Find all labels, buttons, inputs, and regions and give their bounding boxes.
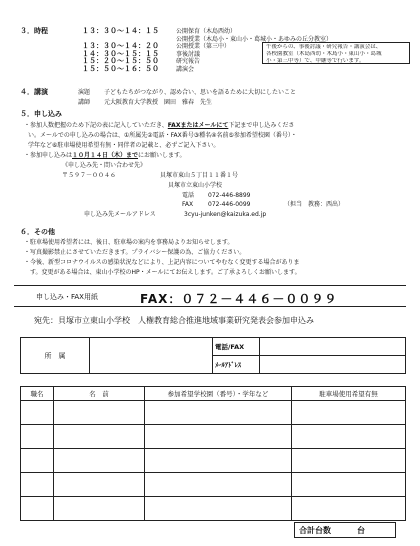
participant-cell[interactable] [54, 401, 145, 425]
lecturer-label: 講師 [78, 99, 91, 106]
lecture-title-label: 演題 [78, 89, 91, 96]
participant-cell[interactable] [54, 449, 145, 473]
fax-form-number: FAX：０７２－４４６－００９９ [140, 292, 338, 306]
participant-cell[interactable] [145, 425, 292, 449]
affiliation-table [20, 337, 406, 374]
other-item: ・駐車場使用希望者には、後日、駐車場の案内を事務局よりお知らせします。 [24, 239, 234, 246]
fax-label: FAX [182, 201, 194, 208]
form-address-line: 宛先：貝塚市立東山小学校 人権教育総合推進地域事業研究発表会参加申込み [34, 316, 314, 325]
other-item: す。変更がある場合は、東山小学校のHP・メールにてお伝えします。ご了承よろしくお願いします。 [30, 269, 301, 276]
apply-line-1: ・参加人数把握のため下記の表に記入していただき、FAXまたはメールにて下記まで申し込みくださ [24, 122, 295, 129]
column-header: 参加希望学校園（番号）・学年など [145, 387, 292, 401]
participant-cell[interactable] [21, 401, 54, 425]
participant-cell[interactable] [21, 425, 54, 449]
column-header: 名 前 [54, 387, 145, 401]
participant-cell[interactable] [54, 425, 145, 449]
participant-cell[interactable] [292, 401, 406, 425]
affiliation-input[interactable] [90, 338, 213, 374]
school-name: 貝塚市立東山小学校 [168, 182, 223, 189]
table-row [21, 425, 406, 449]
participant-cell[interactable] [21, 473, 54, 497]
schedule-time: １５：２０～１５：５０ [82, 57, 159, 65]
participants-table [20, 386, 406, 521]
schedule-time: １４：３０～１５：１５ [82, 50, 159, 58]
divider [14, 285, 406, 286]
participant-cell[interactable] [292, 449, 406, 473]
schedule-note [262, 42, 410, 64]
mail-label: 申し込み先メールアドレス [84, 211, 156, 218]
mail-address-label: ﾒｰﾙｱﾄﾞﾚｽ [213, 356, 260, 374]
apply-deadline: ・参加申し込みは１０月１４日（木）までにお願いします。 [24, 152, 186, 159]
section-4-heading: ４．講演 [20, 88, 48, 96]
staff: （担当 教務：西出） [284, 201, 345, 208]
note-line: 午後からの、事後討議・研究報告・講演会は、 [266, 44, 382, 50]
table-row [21, 497, 406, 521]
note-line: 各校園教室（木島西幼・木島小・東山小・葛城 [266, 50, 382, 57]
section-5-heading: ５．申し込み [20, 110, 62, 118]
fax-number: 072-446-0099 [208, 201, 251, 208]
affiliation-label: 所 属 [21, 338, 90, 374]
tel-label: 電話 [182, 192, 195, 199]
participant-cell[interactable] [54, 497, 145, 521]
total-unit: 台 [357, 525, 365, 535]
apply-line-2: い。メールでの申し込みの場合は、①所属先②電話・FAX番号③種名④名前⑤参加希望校園（番号）・ [28, 132, 297, 139]
schedule-desc: 公開保育（木島西幼） [176, 28, 237, 35]
apply-line-3: 学年など⑥駐車場使用希望有無・同伴者の記載と、必ずご記入下さい。 [28, 142, 220, 149]
schedule-desc: 研究報告 [176, 58, 201, 65]
participant-cell[interactable] [145, 401, 292, 425]
participant-cell[interactable] [145, 473, 292, 497]
lecturer: 元大阪教育大学教授 園田 雅春 先生 [104, 99, 213, 106]
section-3-heading: ３．時程 [20, 27, 48, 35]
table-row [21, 473, 406, 497]
fax-form-label: 申し込み・FAX用紙 [36, 293, 98, 301]
schedule-desc: 講演会 [176, 66, 195, 73]
participant-cell[interactable] [145, 497, 292, 521]
participant-cell[interactable] [292, 473, 406, 497]
note-line: 小・第三中等）で、中継等で行います。 [266, 57, 365, 64]
mail-address[interactable]: 3cyu-junken@kaizuka.ed.jp [184, 211, 267, 218]
participant-cell[interactable] [21, 497, 54, 521]
participant-cell[interactable] [145, 449, 292, 473]
lecture-title: 子どもたちがつながり、認め合い、思いを語るために大切にしたいこと [104, 89, 297, 96]
column-header: 駐車場使用希望有無 [292, 387, 406, 401]
column-header: 職名 [21, 387, 54, 401]
contact-title: 《申し込み先・問い合わせ先》 [62, 162, 147, 169]
address: 貝塚市東山５丁目１１番１号 [160, 172, 239, 179]
participant-cell[interactable] [292, 497, 406, 521]
schedule-time: １３：３０～１４：２０ [82, 42, 159, 50]
divider [14, 306, 406, 307]
schedule-time: １３：３０～１４：１５ [82, 27, 159, 35]
participant-cell[interactable] [54, 473, 145, 497]
participant-cell[interactable] [21, 449, 54, 473]
postal-code: 〒５９７－００４６ [62, 172, 117, 179]
participant-cell[interactable] [292, 425, 406, 449]
table-row [21, 449, 406, 473]
section-6-heading: ６．その他 [20, 228, 55, 236]
schedule-desc: 公開授業（木島小・東山小・葛城小・あゆみの丘分教室） [176, 36, 333, 43]
schedule-desc: 公開授業（第三中） [176, 43, 231, 50]
schedule-time: １５：５０～１６：５０ [82, 65, 159, 73]
tel-number: 072-446-8899 [208, 192, 251, 199]
table-row [21, 401, 406, 425]
total-label: 合計台数 [299, 525, 331, 535]
mail-address-input[interactable] [260, 356, 406, 374]
phone-fax-input[interactable] [260, 338, 406, 356]
total-box[interactable] [294, 522, 396, 538]
phone-fax-label: 電話/FAX [213, 338, 260, 356]
schedule-desc: 事後討議 [176, 51, 201, 58]
other-item: ・今後、新型コロナウイルスの感染状況などにより、上記内容についてやむなく変更する場合がありま [24, 259, 300, 266]
other-item: ・写真撮影禁止にさせていただきます。プライバシー保護の為、ご協力ください。 [24, 249, 246, 256]
